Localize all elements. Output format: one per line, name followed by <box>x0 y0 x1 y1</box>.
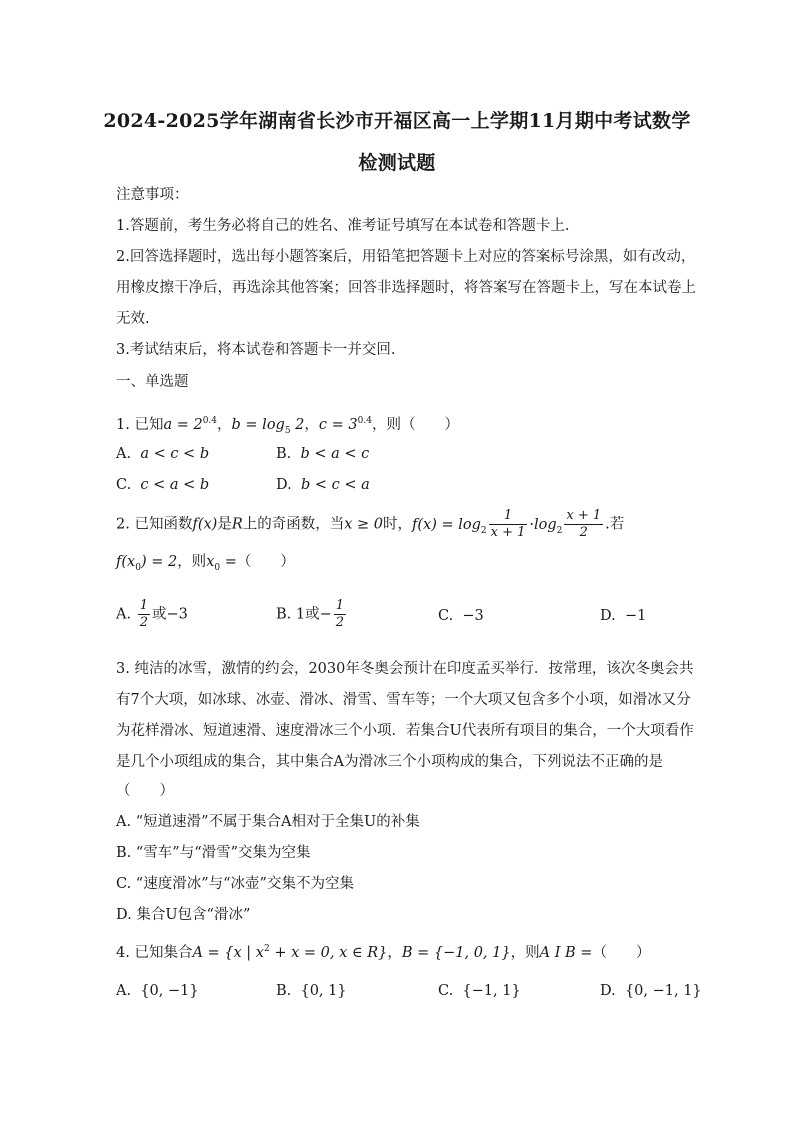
fraction-2: $\frac{x + 1}{2}$ <box>566 508 602 540</box>
q4-option-a: A. {0, −1} <box>116 983 199 999</box>
section-heading: 一、单选题 <box>116 374 189 390</box>
q4-option-c: C. {−1, 1} <box>438 983 521 999</box>
question-3-line-1: 3. 纯洁的冰雪，激情的约会，2030年冬奥会预计在印度孟买举行．按常理，该次冬奥会共 <box>116 661 694 677</box>
page-subtitle: 检测试题 <box>358 152 436 174</box>
notice-item-1: 1.答题前，考生务必将自己的姓名、准考证号填写在本试卷和答题卡上. <box>116 218 570 234</box>
q3-option-a: A. “短道速滑”不属于集合A相对于全集U的补集 <box>116 814 420 830</box>
q4-option-b: B. {0, 1} <box>276 983 347 999</box>
q2-option-d: D. −1 <box>600 608 647 624</box>
q3-option-c: C. “速度滑冰”与“冰壶”交集不为空集 <box>116 876 354 892</box>
q1-option-c: C. c < a < b <box>116 477 210 493</box>
q3-option-d: D. 集合U包含“滑冰” <box>116 907 251 923</box>
notice-item-2c: 无效. <box>116 311 150 327</box>
q2-option-b: B. 1或− $\frac{1}{2}$ <box>276 598 345 630</box>
notice-heading: 注意事项： <box>116 187 189 203</box>
fraction-1: $\frac{1}{x + 1}$ <box>490 508 526 540</box>
q1-option-b: B. b < a < c <box>276 446 370 462</box>
q2-option-c: C. −3 <box>438 608 484 624</box>
question-1: 1. 已知$a = 2^{0.4}$，$b = \log_5 2$，$c = 3^{0.4}$，则（ ） <box>116 416 459 436</box>
q2-option-a: A. $\frac{1}{2}$ 或−3 <box>116 598 188 630</box>
question-2-line-2: $f(x_0) = 2$，则$x_0$ =（ ） <box>116 554 295 573</box>
page-title: 2024-2025学年湖南省长沙市开福区高一上学期11月期中考试数学 <box>103 110 691 132</box>
q1-option-d: D. b < c < a <box>276 477 370 493</box>
question-4: 4. 已知集合A = {x | $x^2 + x = 0$, x ∈ R}，B = {−1, 0, 1}，则A I B =（ ） <box>116 944 651 961</box>
question-3-line-3: 为花样滑冰、短道速滑、速度滑冰三个小项．若集合U代表所有项目的集合，一个大项看作 <box>116 723 694 739</box>
question-3-line-4: 是几个小项组成的集合，其中集合A为滑冰三个小项构成的集合，下列说法不正确的是 <box>116 754 663 770</box>
notice-item-2a: 2.回答选择题时，选出每小题答案后，用铅笔把答题卡上对应的答案标号涂黑，如有改动， <box>116 249 696 265</box>
notice-item-2b: 用橡皮擦干净后，再选涂其他答案；回答非选择题时，将答案写在答题卡上，写在本试卷上 <box>116 280 696 296</box>
question-3-line-5: （ ） <box>116 783 174 799</box>
q4-option-d: D. {0, −1, 1} <box>600 983 702 999</box>
question-2: 2. 已知函数f(x)是R上的奇函数，当x ≥ 0时，$f(x) = \log_2$ $\frac{1}{x + 1}$ $\cdot\log_2$ $\frac{x + 1}{2}$ .若 <box>116 508 625 540</box>
q1-option-a: A. a < c < b <box>116 446 210 462</box>
q3-option-b: B. “雪车”与“滑雪”交集为空集 <box>116 845 311 861</box>
question-3-line-2: 有7个大项，如冰球、冰壶、滑冰、滑雪、雪车等；一个大项又包含多个小项，如滑冰又分 <box>116 692 691 708</box>
notice-item-3: 3.考试结束后，将本试卷和答题卡一并交回. <box>116 342 396 358</box>
